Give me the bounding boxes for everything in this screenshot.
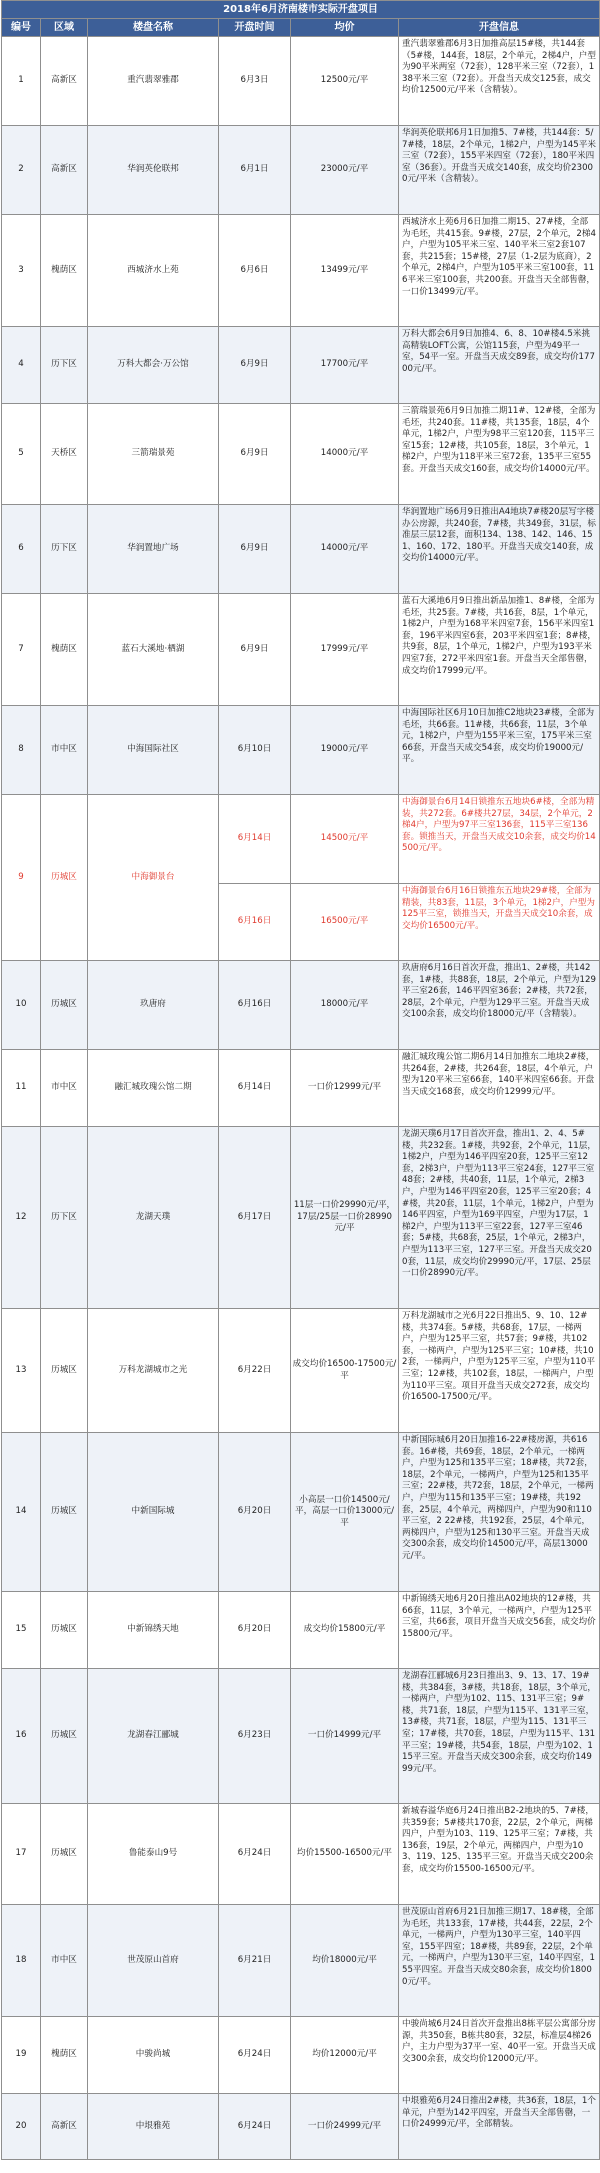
table-row	[2, 1433, 600, 1592]
row-open-info: 西城济水上苑6月6日加推二期15、27#楼，全部为毛坯，共415套。9#楼，27层，2个单元，2梯4户，户型为105平米三室、140平米三室2套107套，共215套；15#楼，27层（1-2层为底商），2个单元，2梯4户，户型为105平米三室100套，116平米三室100套，共200套。开盘当天全部售罄，一口价13499元/平。	[399, 215, 600, 327]
table-row	[2, 1669, 600, 1804]
row-area: 历城区	[41, 1669, 88, 1804]
row-open-date: 6月9日	[219, 594, 291, 706]
row-area: 历城区	[41, 961, 88, 1050]
row-avg-price: 一口价14999元/平	[291, 1669, 399, 1804]
row-avg-price: 一口价12999元/平	[291, 1050, 399, 1127]
table-row	[2, 505, 600, 594]
row-number: 15	[2, 1592, 41, 1669]
row-open-date: 6月24日	[219, 1804, 291, 1905]
row-project-name: 华润英伦联邦	[88, 126, 219, 215]
row-open-info: 中海御景台6月16日锁推东五地块29#楼，全部为精装，共83套，11层，3个单元，1梯2户，户型为125平三室，锁推当天，开盘当天成交10余套，成交均价16500元/平。	[399, 884, 600, 961]
row-number: 1	[2, 37, 41, 126]
row-number: 18	[2, 1905, 41, 2017]
row-open-date: 6月14日	[219, 1050, 291, 1127]
row-open-info: 华润英伦联邦6月1日加推5、7#楼，共144套：5/7#楼，18层，2个单元，1梯2户，户型为145平米三室（72套），155平米四室（72套），180平米四室（36套）。开盘当天成交140套，成交均价23000元/平米（含精装）。	[399, 126, 600, 215]
row-avg-price: 17700元/平	[291, 327, 399, 404]
row-area: 历城区	[41, 795, 88, 961]
row-project-name: 玖唐府	[88, 961, 219, 1050]
row-project-name: 西城济水上苑	[88, 215, 219, 327]
row-project-name: 中骏尚城	[88, 2017, 219, 2094]
row-area: 市中区	[41, 706, 88, 795]
row-open-info: 世茂原山首府6月21日加推三期17、18#楼，全部为毛坯，共133套，17#楼，共44套，22层，2个单元，一梯两户，户型为130平三室，140平四室，155平四室；18#楼，共89套，22层，2个单元，一梯两户，户型为130平三室，140平四室，155平四室。开盘当天成交80余套，成交均价18000元/平。	[399, 1905, 600, 2017]
row-number: 2	[2, 126, 41, 215]
row-open-info: 三箭瑞景苑6月9日加推二期11#、12#楼，全部为毛坯，共240套。11#楼，共135套，18层，4个单元，1梯2户，户型为98平三室120套，115平三室15套；12#楼，共105套，18层，3个单元，1梯2户，户型为118平米三室72套，135平三室55套。开盘当天成交160套，成交均价14000元/平。	[399, 404, 600, 505]
row-avg-price: 17999元/平	[291, 594, 399, 706]
header-date: 开盘时间	[219, 19, 291, 37]
row-area: 历下区	[41, 505, 88, 594]
row-open-date: 6月20日	[219, 1433, 291, 1592]
row-number: 17	[2, 1804, 41, 1905]
row-open-date: 6月1日	[219, 126, 291, 215]
row-number: 6	[2, 505, 41, 594]
row-project-name: 中新国际城	[88, 1433, 219, 1592]
row-project-name: 中海御景台	[88, 795, 219, 961]
row-open-info: 中新锦绣天地6月20日推出A02地块的12#楼，共66套，11层，3个单元，一梯两户，户型为125平三室，共66套，项目开盘当天成交56套，成交均价15800元/平。	[399, 1592, 600, 1669]
row-number: 3	[2, 215, 41, 327]
row-open-info: 中新国际城6月20日加推16-22#楼房源，共616套。16#楼，共69套，18层，2个单元，一梯两户，户型为125和135平三室；18#楼，共72套，18层，2个单元，一梯两户，户型为125和135平三室；22#楼，共72套，18层，2个单元，一梯两户，户型为115和135平三室；19#楼，共192套，25层，4个单元，两梯四户，户型为90和110平三室，2 22#楼，共192套，25层，4个单元，两梯四户，户型为125和130平三室。开盘当天成交300余套，成交均价14500元/平，高层13000元/平。	[399, 1433, 600, 1592]
row-avg-price: 13499元/平	[291, 215, 399, 327]
row-project-name: 龙湖春江郦城	[88, 1669, 219, 1804]
row-project-name: 三箭瑞景苑	[88, 404, 219, 505]
row-avg-price: 小高层一口价14500元/平，高层一口价13000元/平	[291, 1433, 399, 1592]
table-row	[2, 706, 600, 795]
row-number: 13	[2, 1309, 41, 1433]
row-open-date: 6月9日	[219, 327, 291, 404]
row-number: 11	[2, 1050, 41, 1127]
row-project-name: 鲁能泰山9号	[88, 1804, 219, 1905]
row-open-info: 中海御景台6月14日锁推东五地块6#楼，全部为精装，共272套。6#楼共27层，34层，2个单元，2梯4户，户型为97平三室136套，115平三室136套。锁推当天，开盘当天成交10余套，成交均价14500元/平。	[399, 795, 600, 884]
row-open-date: 6月20日	[219, 1592, 291, 1669]
row-avg-price: 均价18000元/平	[291, 1905, 399, 2017]
row-open-date: 6月24日	[219, 2017, 291, 2094]
row-open-date: 6月16日	[219, 884, 291, 961]
row-area: 历城区	[41, 1309, 88, 1433]
table-row	[2, 1050, 600, 1127]
row-project-name: 融汇城玫瑰公馆二期	[88, 1050, 219, 1127]
page-title: 2018年6月济南楼市实际开盘项目	[2, 1, 600, 19]
table-row	[2, 795, 600, 884]
table-row	[2, 215, 600, 327]
row-open-date: 6月22日	[219, 1309, 291, 1433]
row-area: 历城区	[41, 1592, 88, 1669]
header-name: 楼盘名称	[88, 19, 219, 37]
table-row	[2, 961, 600, 1050]
row-avg-price: 均价15500-16500元/平	[291, 1804, 399, 1905]
row-open-date: 6月9日	[219, 505, 291, 594]
row-open-date: 6月9日	[219, 404, 291, 505]
row-open-date: 6月21日	[219, 1905, 291, 2017]
row-open-date: 6月16日	[219, 961, 291, 1050]
row-project-name: 中垠雅苑	[88, 2094, 219, 2160]
row-area: 历下区	[41, 1127, 88, 1309]
row-open-info: 玖唐府6月16日首次开盘，推出1、2#楼，共142套，1#楼，共88套，18层，2个单元，户型为129平三室26套，146平四室36套；2#楼，共72套，28层，2个单元，户型为129平三室。开盘当天成交100余套，成交均价18000元/平（含精装）。	[399, 961, 600, 1050]
row-open-info: 重汽翡翠雅郡6月3日加推高层15#楼，共144套（5#楼，144套，18层，2个单元，2梯4户，户型为90平米两室（72套），128平米三室（72套），138平米三室（72套）。开盘当天成交125套，成交均价12500元/平米（含精装）。	[399, 37, 600, 126]
header-area: 区域	[41, 19, 88, 37]
row-number: 14	[2, 1433, 41, 1592]
header-row	[2, 19, 600, 37]
row-open-date: 6月24日	[219, 2094, 291, 2160]
table-row	[2, 404, 600, 505]
row-project-name: 世茂原山首府	[88, 1905, 219, 2017]
table-row	[2, 2094, 600, 2160]
row-number: 16	[2, 1669, 41, 1804]
row-open-info: 万科大都会6月9日加推4、6、8、10#楼4.5米挑高精装LOFT公寓，公馆115套，户型为49平一室，54平一室。开盘当天成交89套，成交均价17700元/平。	[399, 327, 600, 404]
row-open-info: 中骏尚城6月24日首次开盘推出8栋平层公寓部分房源，共350套，B栋共80套，32层，标准层4梯26户，主力户型为37平一室、40平一室。开盘当天成交300余套，成交均价12000元/平。	[399, 2017, 600, 2094]
row-avg-price: 12500元/平	[291, 37, 399, 126]
opening-table	[1, 0, 600, 2160]
row-number: 7	[2, 594, 41, 706]
row-open-info: 中海国际社区6月10日加推C2地块23#楼，全部为毛坯，共66套。11#楼，共66套，11层，3个单元，1梯2户，户型为155平米三室，175平米三室66套，开盘当天成交54套，成交均价19000元/平。	[399, 706, 600, 795]
row-avg-price: 14500元/平	[291, 795, 399, 884]
table-row	[2, 1127, 600, 1309]
table-row	[2, 1309, 600, 1433]
row-project-name: 中新锦绣天地	[88, 1592, 219, 1669]
row-project-name: 蓝石大溪地·栖湖	[88, 594, 219, 706]
row-project-name: 万科龙湖城市之光	[88, 1309, 219, 1433]
row-project-name: 中海国际社区	[88, 706, 219, 795]
row-area: 市中区	[41, 1905, 88, 2017]
row-project-name: 龙湖天璞	[88, 1127, 219, 1309]
row-open-info: 蓝石大溪地6月9日推出新品加推1、8#楼，全部为毛坯，共25套。7#楼，共16套，8层，1个单元，1梯2户，户型为168平米四室7套，156平米四室1套，196平米四室6套，203平米四室1套；8#楼，共9套，8层，1个单元，1梯2户，户型为193平米四室7套，272平米四室1套。开盘当天全部售罄，成交均价17999元/平。	[399, 594, 600, 706]
row-number: 20	[2, 2094, 41, 2160]
row-number: 9	[2, 795, 41, 961]
row-avg-price: 成交均价15800元/平	[291, 1592, 399, 1669]
row-project-name: 万科大都会·万公馆	[88, 327, 219, 404]
table-row	[2, 1592, 600, 1669]
row-project-name: 重汽翡翠雅郡	[88, 37, 219, 126]
row-area: 高新区	[41, 126, 88, 215]
header-info: 开盘信息	[399, 19, 600, 37]
row-open-info: 龙湖春江郦城6月23日推出3、9、13、17、19#楼，共384套，3#楼，共18套，18层，3个单元，一梯两户，户型为102、115、131平三室；9#楼，共71套，18层，户型为115平、131平三室，13#楼，共71套，18层，户型为115、131平三室；17#楼，共70套，18层，户型为115平、131平三室；19#楼，共54套，18层，户型为102、115平三室。开盘当天成交300余套，成交均价14999元/平。	[399, 1669, 600, 1804]
row-avg-price: 23000元/平	[291, 126, 399, 215]
row-area: 天桥区	[41, 404, 88, 505]
row-open-date: 6月14日	[219, 795, 291, 884]
row-number: 4	[2, 327, 41, 404]
row-open-info: 融汇城玫瑰公馆二期6月14日加推东二地块2#楼，共264套，2#楼，共264套，18层，4个单元，户型为120平米三室66套，140平米四室66套。开盘当天成交168套，成交均价12999元/平。	[399, 1050, 600, 1127]
row-project-name: 华润置地广场	[88, 505, 219, 594]
row-open-date: 6月23日	[219, 1669, 291, 1804]
row-area: 槐荫区	[41, 215, 88, 327]
row-number: 5	[2, 404, 41, 505]
row-avg-price: 成交均价16500-17500元/平	[291, 1309, 399, 1433]
row-open-date: 6月3日	[219, 37, 291, 126]
row-open-date: 6月10日	[219, 706, 291, 795]
table-row	[2, 594, 600, 706]
table-row	[2, 1905, 600, 2017]
row-number: 12	[2, 1127, 41, 1309]
title-row	[2, 1, 600, 19]
row-avg-price: 16500元/平	[291, 884, 399, 961]
row-avg-price: 11层一口价29990元/平，17层/25层一口价28990元/平	[291, 1127, 399, 1309]
table-row	[2, 37, 600, 126]
row-avg-price: 均价12000元/平	[291, 2017, 399, 2094]
table-row	[2, 126, 600, 215]
row-open-info: 万科龙湖城市之光6月22日推出5、9、10、12#楼，共374套。5#楼，共68套，17层，一梯两户，户型为125平三室，共57套；9#楼，共102套，一梯两户，户型为125平三室；10#楼，共102套，一梯两户，户型为125平三室，户型为110平三室；12#楼，共102套，18层，一梯两户，户型为110平三室。项目开盘当天成交272套，成交均价16500-17500元/平。	[399, 1309, 600, 1433]
row-avg-price: 19000元/平	[291, 706, 399, 795]
row-area: 高新区	[41, 37, 88, 126]
project-table	[1, 0, 599, 2160]
row-area: 历下区	[41, 327, 88, 404]
row-open-date: 6月6日	[219, 215, 291, 327]
row-open-info: 华润置地广场6月9日推出A4地块7#楼20层写字楼办公房源，共240套，7#楼，共349套，31层，标准层三层12套，面积134、138、142、146、151、160、172、180平。开盘当天成交140套，成交均价14000元/平。	[399, 505, 600, 594]
row-area: 槐荫区	[41, 594, 88, 706]
row-avg-price: 14000元/平	[291, 404, 399, 505]
row-area: 槐荫区	[41, 2017, 88, 2094]
row-open-info: 新城春溢华庭6月24日推出B2-2地块的5、7#楼，共359套；5#楼共170套，22层，2个单元，两梯四户，户型为103、119、125平三室；7#楼，共136套，19层，2个单元，两梯四户，户型为103、119、125、135平三室。开盘当天成交200余套，成交均价15500-16500元/平。	[399, 1804, 600, 1905]
table-row	[2, 327, 600, 404]
row-number: 8	[2, 706, 41, 795]
row-avg-price: 一口价24999元/平	[291, 2094, 399, 2160]
row-open-info: 龙湖天璞6月17日首次开盘，推出1、2、4、5#楼，共232套。1#楼，共92套，2个单元，11层，1梯2户，户型为146平四室20套，125平三室12套，2梯3户，户型为113平三室24套，127平三室48套；2#楼，共40套，11层，1个单元，2梯3户，户型为146平四室20套，125平三室20套；4#楼，共20套，11层，1个单元，1梯2户，户型为146平四室，户型为169平四室，户型为17层，1梯2户，户型为113平三室22套，127平三室46套；5#楼，共68套，25层，1个单元，2梯3户，户型为113平三室，127平三室。开盘当天成交200套，11层，成交均价29990元/平，17层、25层一口价28990元/平。	[399, 1127, 600, 1309]
row-area: 市中区	[41, 1050, 88, 1127]
row-number: 19	[2, 2017, 41, 2094]
row-avg-price: 18000元/平	[291, 961, 399, 1050]
header-no: 编号	[2, 19, 41, 37]
header-price: 均价	[291, 19, 399, 37]
row-area: 历城区	[41, 1804, 88, 1905]
table-row	[2, 1804, 600, 1905]
row-avg-price: 14000元/平	[291, 505, 399, 594]
row-open-date: 6月17日	[219, 1127, 291, 1309]
row-number: 10	[2, 961, 41, 1050]
row-area: 高新区	[41, 2094, 88, 2160]
row-open-info: 中垠雅苑6月24日推出2#楼，共36套，18层，1个单元，户型为142平四室，开盘当天全部售罄，一口价24999元/平，全部精装。	[399, 2094, 600, 2160]
row-area: 历城区	[41, 1433, 88, 1592]
table-row	[2, 2017, 600, 2094]
